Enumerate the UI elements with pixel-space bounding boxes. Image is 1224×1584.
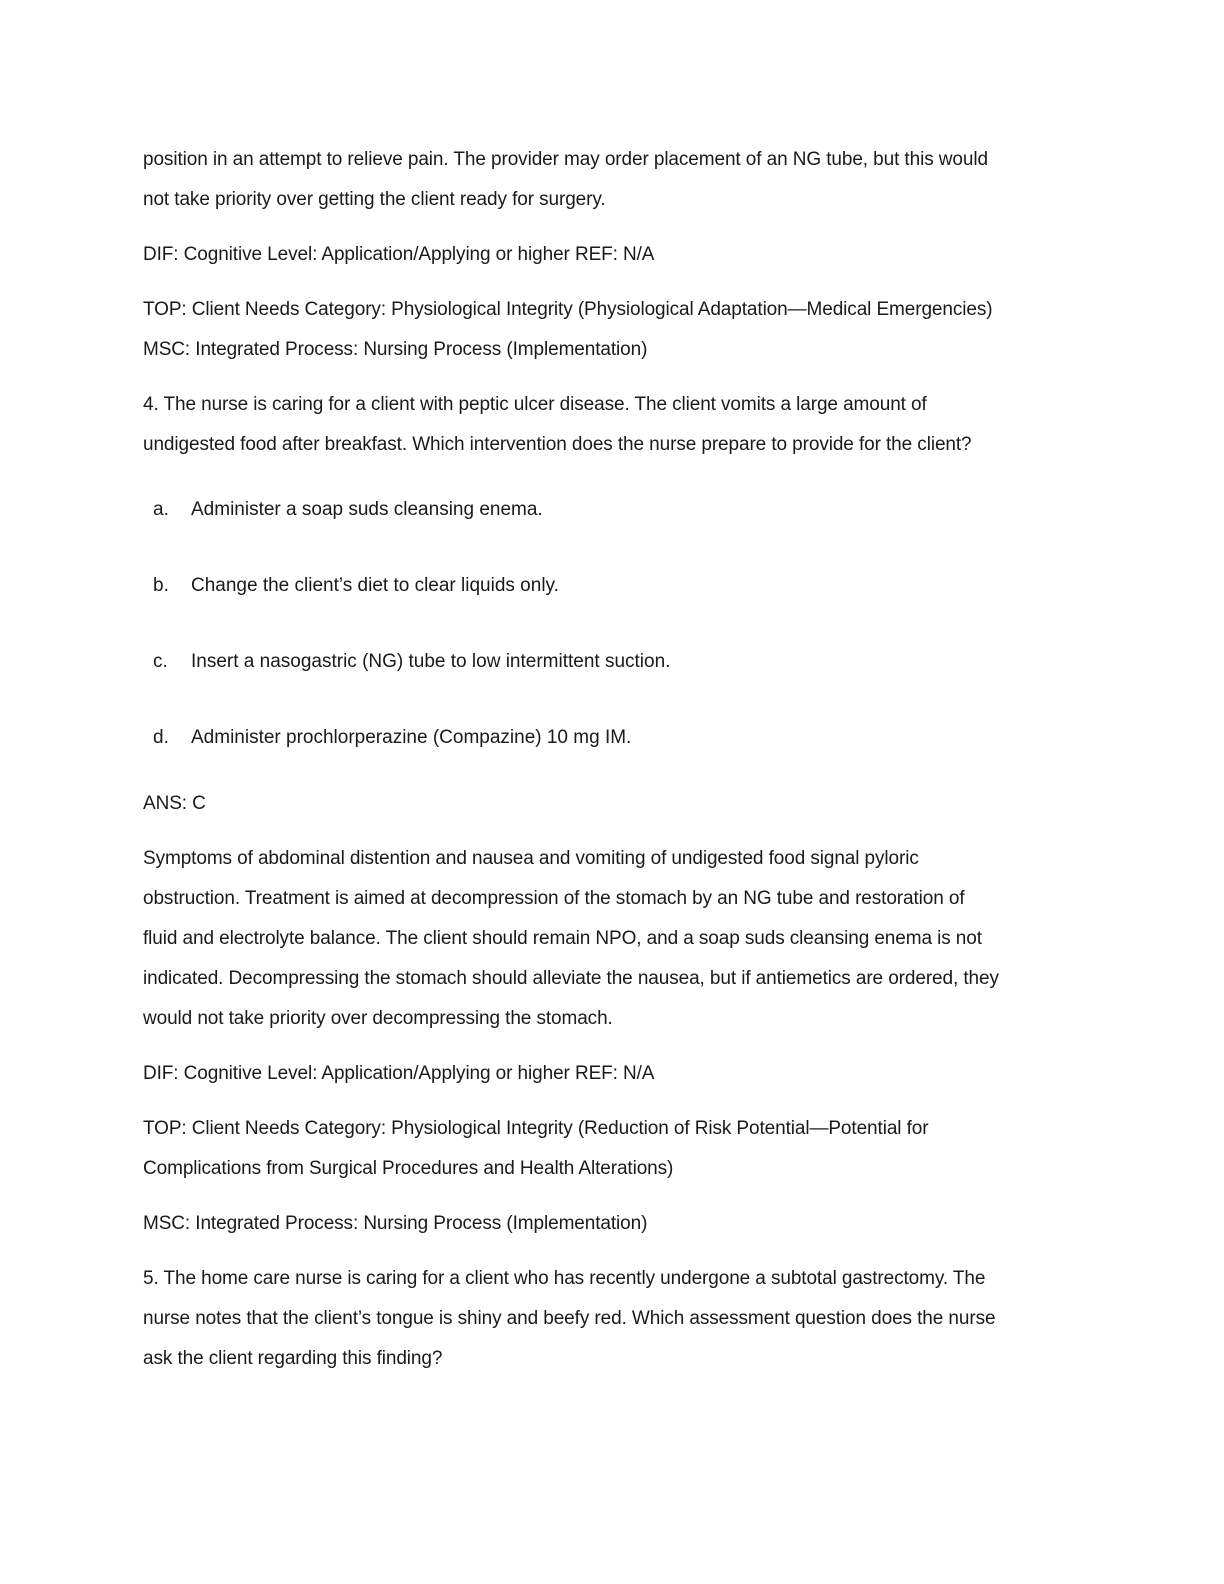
option-letter: c. [153, 651, 168, 672]
q4-option-c [143, 642, 1083, 682]
option-letter: a. [153, 499, 169, 520]
text-line: indicated. Decompressing the stomach should alleviate the nausea, but if antiemetics are ordered, they [143, 968, 999, 989]
q4-top-block [143, 1109, 1083, 1189]
document-page [143, 140, 1083, 1379]
q4-options [143, 490, 1083, 758]
text-line: fluid and electrolyte balance. The client should remain NPO, and a soap suds cleansing enema is not [143, 928, 982, 949]
q4-rationale [143, 839, 1083, 1039]
text-line: 4. The nurse is caring for a client with peptic ulcer disease. The client vomits a large amount of [143, 394, 927, 415]
text-line: position in an attempt to relieve pain. The provider may order placement of an NG tube, but this would [143, 149, 988, 170]
q3-meta-block [143, 290, 1083, 370]
text-line: obstruction. Treatment is aimed at decompression of the stomach by an NG tube and restoration of [143, 888, 965, 909]
text-line: TOP: Client Needs Category: Physiological Integrity (Reduction of Risk Potential—Potential for [143, 1118, 929, 1139]
q3-dif-line: DIF: Cognitive Level: Application/Applying or higher REF: N/A [143, 244, 655, 265]
q4-stem [143, 385, 1083, 465]
text-line: ask the client regarding this finding? [143, 1348, 443, 1369]
q4-msc-line: MSC: Integrated Process: Nursing Process (Implementation) [143, 1213, 648, 1234]
text-line: Symptoms of abdominal distention and nausea and vomiting of undigested food signal pyloric [143, 848, 919, 869]
q5-stem [143, 1259, 1083, 1379]
q4-option-a [143, 490, 1083, 530]
text-line: undigested food after breakfast. Which intervention does the nurse prepare to provide for the client? [143, 434, 972, 455]
option-text: Change the client’s diet to clear liquids only. [191, 575, 559, 596]
option-text: Insert a nasogastric (NG) tube to low intermittent suction. [191, 651, 671, 672]
q3-msc-line: MSC: Integrated Process: Nursing Process (Implementation) [143, 339, 648, 360]
option-text: Administer a soap suds cleansing enema. [191, 499, 543, 520]
text-line: Complications from Surgical Procedures and Health Alterations) [143, 1158, 674, 1179]
text-line: nurse notes that the client’s tongue is shiny and beefy red. Which assessment question does the nurse [143, 1308, 996, 1329]
q4-option-b [143, 566, 1083, 606]
option-letter: d. [153, 727, 169, 748]
q4-option-d [143, 718, 1083, 758]
option-letter: b. [153, 575, 169, 596]
q4-dif-line: DIF: Cognitive Level: Application/Applying or higher REF: N/A [143, 1063, 655, 1084]
text-line: would not take priority over decompressing the stomach. [143, 1008, 613, 1029]
q4-answer: ANS: C [143, 793, 206, 814]
q3-top-line: TOP: Client Needs Category: Physiological Integrity (Physiological Adaptation—Medical Emergencies) [143, 299, 993, 320]
text-line: not take priority over getting the client ready for surgery. [143, 189, 606, 210]
intro-paragraph [143, 140, 1083, 220]
option-text: Administer prochlorperazine (Compazine) 10 mg IM. [191, 727, 632, 748]
text-line: 5. The home care nurse is caring for a client who has recently undergone a subtotal gastrectomy. The [143, 1268, 986, 1289]
